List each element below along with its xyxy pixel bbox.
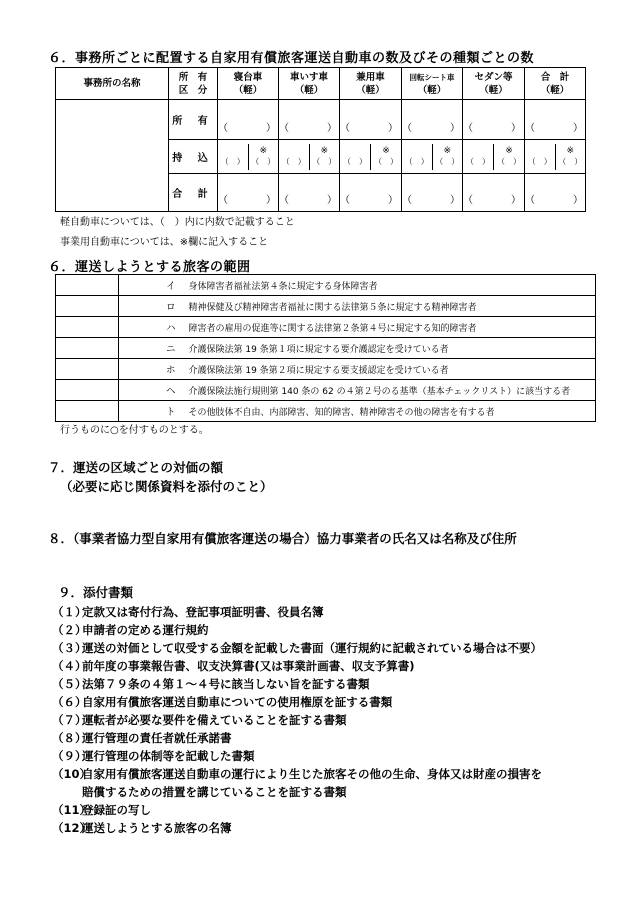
list-item: （６） 自家用有償旅客運送自動車についての使用権原を証する書類 (52, 695, 393, 709)
check-cell[interactable] (56, 338, 119, 359)
section9-title: ９．添付書類 (58, 585, 134, 600)
header-vehicle-combined: 兼用車 （軽） (340, 68, 402, 100)
own-paren[interactable]: （ ） (402, 123, 474, 134)
scope-text: 介護保険法施行規則第 140 条の 62 の４第２号のる基準（基本チェックリスト）に該当する者 (183, 380, 596, 401)
total-paren[interactable]: （ ） (340, 195, 412, 206)
bring-paren[interactable]: （ ） (220, 156, 245, 166)
list-item: （３） 運送の対価として収受する金額を記載した書面（運行規約に記載されている場合は不要） (52, 641, 542, 655)
bring-mark-paren[interactable]: （ ） (374, 156, 398, 166)
scope-text: 身体障害者福祉法第４条に規定する身体障害者 (183, 275, 596, 296)
mark: ※ (259, 145, 268, 156)
scope-text: 精神保健及び精神障害者福祉に関する法律第５条に規定する精神障害者 (183, 296, 596, 317)
scope-note: 行うものに○を付すものとする。 (60, 425, 209, 436)
list-item: （２） 申請者の定める運行規約 (52, 623, 209, 637)
list-item: （８） 運行管理の責任者就任承諾書 (52, 731, 232, 745)
row-label-bring: 持 込 (169, 140, 218, 174)
scope-key: ト (119, 401, 183, 422)
total-paren[interactable]: （ ） (525, 195, 597, 206)
check-cell[interactable] (56, 317, 119, 338)
mark: ※ (505, 145, 513, 156)
bring-paren[interactable]: （ ） (281, 156, 306, 166)
mark: ※ (382, 145, 390, 156)
section7-title: ７．運送の区域ごとの対価の額 (48, 460, 224, 475)
note-light-vehicle: 軽自動車については、（ ）内に内数で記載すること (60, 217, 295, 228)
total-paren[interactable]: （ ） (402, 195, 474, 206)
own-paren[interactable]: （ ） (525, 123, 597, 134)
bring-paren[interactable]: （ ） (466, 156, 490, 166)
scope-key: ロ (119, 296, 183, 317)
scope-key: ヘ (119, 380, 183, 401)
row-label-own: 所 有 (169, 100, 218, 140)
header-office-name: 事務所の名称 (56, 68, 169, 100)
header-vehicle-sleeper: 寝台車 （軽） (218, 68, 279, 100)
list-item: （12） 運送しようとする旅客の名簿 (52, 821, 232, 835)
bring-mark-paren[interactable]: （ ） (251, 156, 276, 166)
total-paren[interactable]: （ ） (279, 195, 351, 206)
scope-key: ニ (119, 338, 183, 359)
list-item: （11） 登録証の写し (52, 803, 151, 817)
bring-mark-paren[interactable]: （ ） (435, 156, 460, 166)
check-cell[interactable] (56, 359, 119, 380)
attachment-list (52, 603, 542, 837)
row-label-total: 合 計 (169, 174, 218, 212)
own-paren[interactable]: （ ） (340, 123, 412, 134)
total-paren[interactable]: （ ） (463, 195, 535, 206)
bring-paren[interactable]: （ ） (527, 156, 552, 166)
header-vehicle-wheelchair: 車いす車 （軽） (279, 68, 340, 100)
own-paren[interactable]: （ ） (279, 123, 351, 134)
scope-text: 障害者の雇用の促進等に関する法律第２条第４号に規定する知的障害者 (183, 317, 596, 338)
scope-text: その他肢体不自由、内部障害、知的障害、精神障害その他の障害を有する者 (183, 401, 596, 422)
own-paren[interactable]: （ ） (218, 123, 290, 134)
passenger-scope-table (55, 274, 596, 422)
section7-subtitle: （必要に応じ関係資料を添付のこと） (60, 479, 273, 494)
header-vehicle-sedan: セダン等 （軽） (463, 68, 525, 100)
scope-key: イ (119, 275, 183, 296)
vehicle-count-table (55, 67, 597, 212)
bring-paren[interactable]: （ ） (404, 156, 429, 166)
header-total: 合 計 （軽） (525, 68, 586, 100)
mark: ※ (443, 145, 452, 156)
mark: ※ (320, 145, 329, 156)
list-item: （10） 自家用有償旅客運送自動車の運行により生じた旅客その他の生命、身体又は財産の損害を (52, 767, 542, 781)
bring-mark-paren[interactable]: （ ） (558, 156, 583, 166)
bring-paren[interactable]: （ ） (343, 156, 367, 166)
bring-mark-paren[interactable]: （ ） (497, 156, 521, 166)
mark: ※ (566, 145, 575, 156)
list-item: （４） 前年度の事業報告書、収支決算書(又は事業計画書、収支予算書) (52, 659, 415, 673)
scope-text: 介護保険法第 19 条第１項に規定する要介護認定を受けている者 (183, 338, 596, 359)
section8-title: ８．（事業者協力型自家用有償旅客運送の場合）協力事業者の氏名又は名称及び住所 (48, 531, 517, 546)
section6a-title: ６．事務所ごとに配置する自家用有償旅客運送自動車の数及びその種類ごとの数 (48, 51, 535, 66)
list-item: （１） 定款又は寄付行為、登記事項証明書、役員名簿 (52, 605, 324, 619)
check-cell[interactable] (56, 380, 119, 401)
list-item: （５） 法第７９条の４第１～４号に該当しない旨を証する書類 (52, 677, 370, 691)
scope-key: ホ (119, 359, 183, 380)
header-ownership: 所 有 区 分 (169, 68, 218, 100)
note-business-vehicle: 事業用自動車については、※欄に記入すること (60, 237, 269, 248)
check-cell[interactable] (56, 401, 119, 422)
list-item: （９） 運行管理の体制等を記載した書類 (52, 749, 255, 763)
bring-mark-paren[interactable]: （ ） (312, 156, 337, 166)
list-item: （７） 運転者が必要な要件を備えていることを証する書類 (52, 713, 347, 727)
check-cell[interactable] (56, 296, 119, 317)
scope-text: 介護保険法第 19 条第２項に規定する要支援認定を受けている者 (183, 359, 596, 380)
scope-key: ハ (119, 317, 183, 338)
list-item-continuation: 賠償するための措置を講じていることを証する書類 (82, 785, 347, 799)
check-cell[interactable] (56, 275, 119, 296)
total-paren[interactable]: （ ） (218, 195, 290, 206)
own-paren[interactable]: （ ） (463, 123, 535, 134)
section6b-title: ６．運送しようとする旅客の範囲 (48, 260, 251, 275)
header-vehicle-rotating-seat: 回転シート車 （軽） (402, 68, 463, 100)
office-name-cell[interactable] (56, 100, 169, 212)
